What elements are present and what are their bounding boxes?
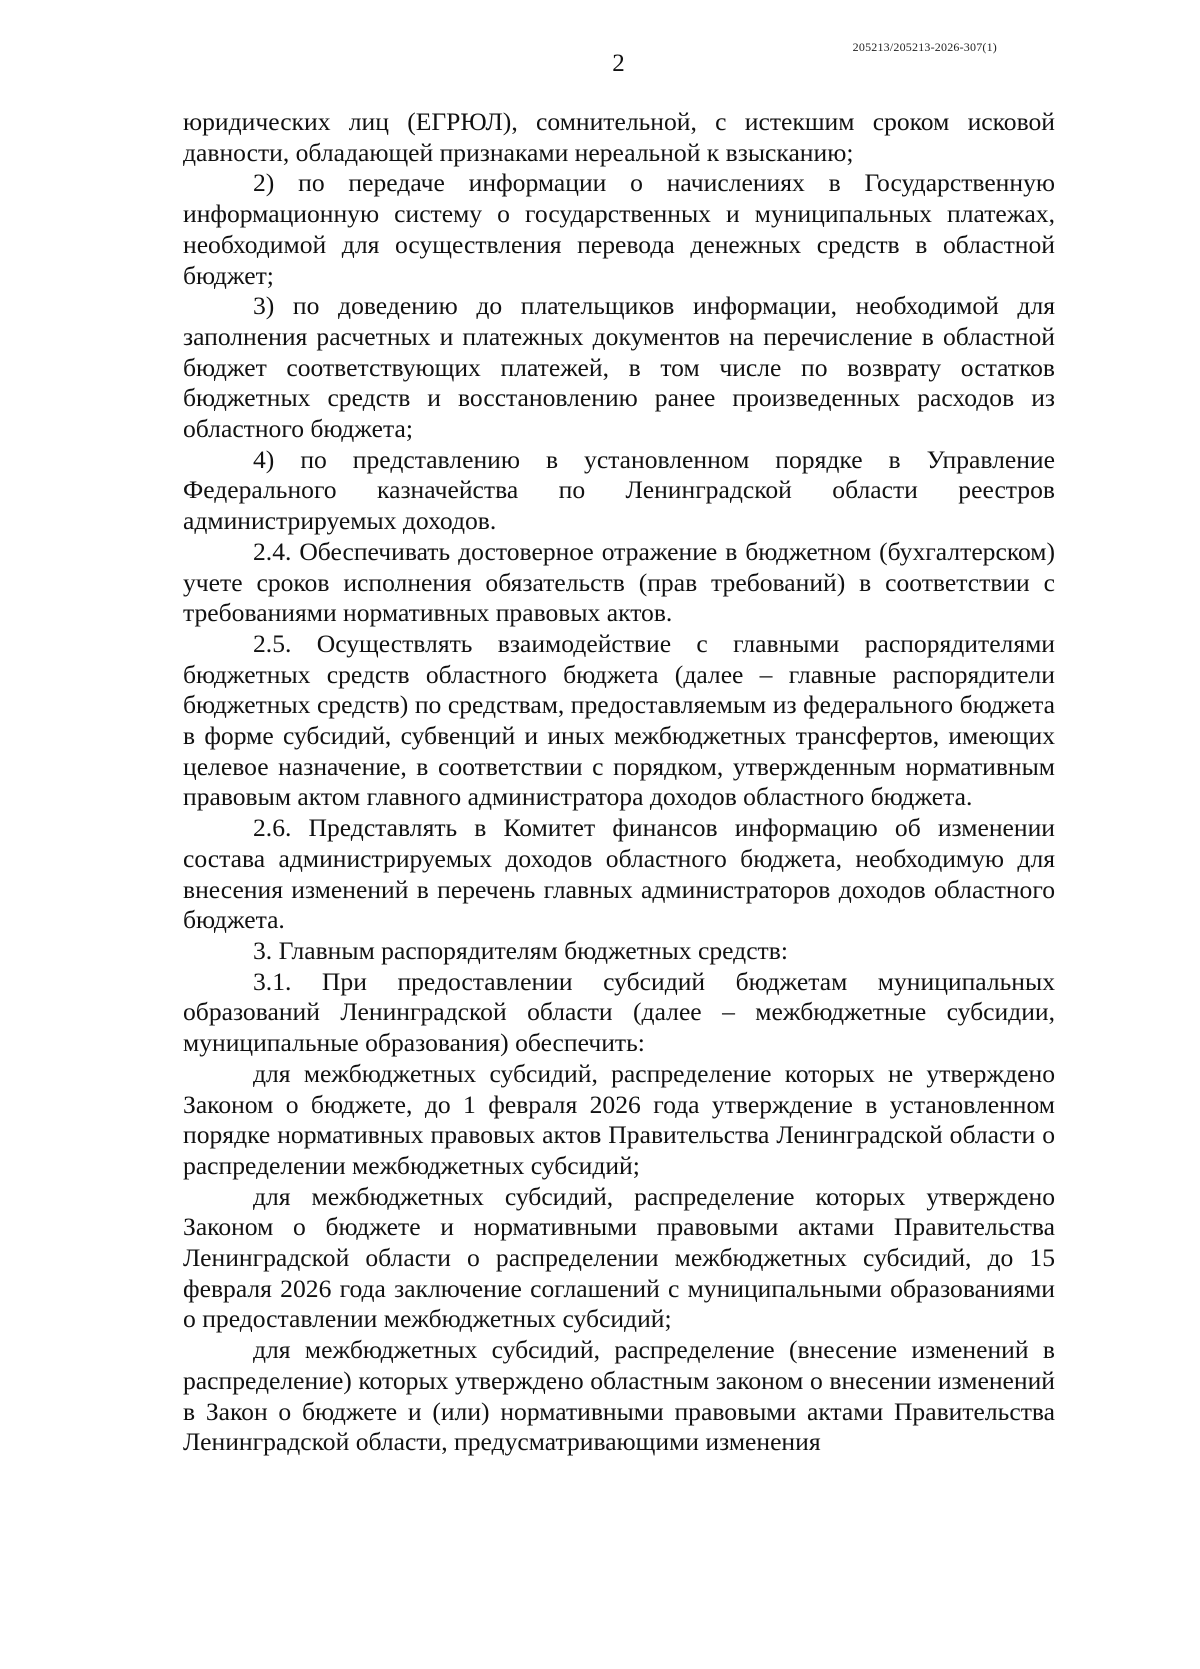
paragraph-2-4: 2.4. Обеспечивать достоверное отражение в бюджетном (бухгалтерском) учете сроков исполнения обязательств (прав требований) в соответствии с требованиями нормативных правовых актов. [183,536,1055,628]
paragraph-item-2: 2) по передаче информации о начислениях в Государственную информационную систему о государственных и муниципальных платежах, необходимой для осуществления перевода денежных средств в областной бюджет; [183,168,1055,290]
paragraph-3: 3. Главным распорядителям бюджетных средств: [253,935,788,965]
paragraph-subsidies-changes: для межбюджетных субсидий, распределение (внесение изменений в распределение) которых утверждено областным законом о внесении изменений в Закон о бюджете и (или) нормативными правовыми актами Правительства Ленинградской области, предусматривающими изменения [183,1335,1055,1457]
paragraph-2-6: 2.6. Представлять в Комитет финансов информацию об изменении состава администрируемых доходов областного бюджета, необходимую для внесения изменений в перечень главных администраторов доходов областного бюджета. [183,813,1055,935]
paragraph-subsidies-not-approved: для межбюджетных субсидий, распределение которых не утверждено Законом о бюджете, до 1 февраля 2026 года утверждение в установленном порядке нормативных правовых актов Правительства Ленинградской области о распределении межбюджетных субсидий; [183,1058,1055,1180]
document-id: 205213/205213-2026-307(1) [852,40,997,54]
paragraph-subsidies-approved: для межбюджетных субсидий, распределение которых утверждено Законом о бюджете и нормативными правовыми актами Правительства Ленинградской области о распределении межбюджетных субсидий, до 15 февраля 2026 года заключение соглашений с муниципальными образованиями о предоставлении межбюджетных субсидий; [183,1181,1055,1334]
page-number: 2 [612,50,625,77]
paragraph-item-4: 4) по представлению в установленном порядке в Управление Федерального казначейства по Ленинградской области реестров администрируемых доходов. [183,444,1055,536]
paragraph-2-5: 2.5. Осуществлять взаимодействие с главными распорядителями бюджетных средств областного бюджета (далее – главные распорядители бюджетных средств) по средствам, предоставляемым из федерального бюджета в форме субсидий, субвенций и иных межбюджетных трансфертов, имеющих целевое назначение, в соответствии с порядком, утвержденным нормативным правовым актом главного администратора доходов областного бюджета. [183,628,1055,812]
paragraph-item-3: 3) по доведению до плательщиков информации, необходимой для заполнения расчетных и платежных документов на перечисление в областной бюджет соответствующих платежей, в том числе по возврату остатков бюджетных средств и восстановлению ранее произведенных расходов из областного бюджета; [183,291,1055,444]
document-body [183,107,1055,1458]
paragraph-3-1: 3.1. При предоставлении субсидий бюджетам муниципальных образований Ленинградской области (далее – межбюджетные субсидии, муниципальные образования) обеспечить: [183,966,1055,1058]
paragraph-continuation: юридических лиц (ЕГРЮЛ), сомнительной, с истекшим сроком исковой давности, обладающей признаками нереальной к взысканию; [183,107,1055,167]
